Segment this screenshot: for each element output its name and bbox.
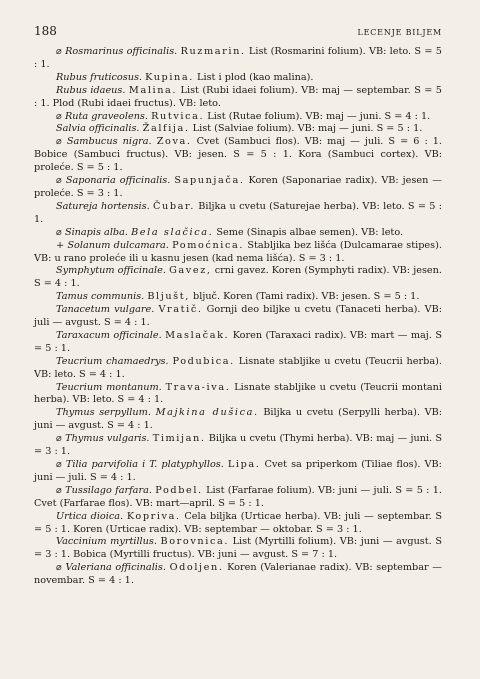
common-name: Borovnica.	[160, 536, 230, 548]
common-name: Timijan.	[152, 433, 206, 445]
plant-entries	[34, 46, 442, 588]
entry-detail: Cela biljka (Urticae herba). VB: juli — septembar. S = 5 : 1. Koren (Urticae radix). VB: septembar — oktobar. S = 3 : 1.	[34, 510, 443, 535]
latin-name: Rubus idaeus.	[56, 84, 126, 96]
common-name: Maslačak.	[165, 329, 230, 341]
plant-entry	[34, 227, 442, 240]
latin-name: Teucrium montanum.	[56, 381, 162, 393]
entry-symbol: ⌀	[56, 484, 62, 496]
entry-detail: List (Farfarae folium). VB: juni — juli. S = 5 : 1. Cvet (Farfarae flos). VB: mart—april. S = 5 : 1.	[34, 484, 442, 509]
latin-name: Tilia parvifolia i T. platyphyllos.	[65, 459, 224, 470]
plant-entry	[34, 562, 442, 588]
entry-detail: List (Rosmarini folium). VB: leto. S = 5 : 1.	[34, 46, 442, 70]
entry-detail: List (Myrtilli folium). VB: juni — avgust. S = 3 : 1. Bobica (Myrtilli fructus). VB: juni — avgust. S = 7 : 1.	[34, 536, 442, 561]
entry-detail: List (Salviae folium). VB: maj — juni. S = 5 : 1.	[192, 123, 423, 135]
plant-entry	[34, 123, 442, 136]
latin-name: Rubus fruticosus.	[56, 71, 142, 83]
entry-detail: crni gavez. Koren (Symphyti radix). VB: jesen. S = 4 : 1.	[34, 265, 442, 290]
latin-name: Salvia officinalis.	[56, 123, 140, 135]
latin-name: Taraxacum officinale.	[56, 329, 162, 341]
plant-entry	[34, 111, 442, 124]
entry-detail: Koren (Valerianae radix). VB: septembar — novembar. S = 4 : 1.	[34, 562, 442, 587]
common-name: Podubica.	[172, 355, 235, 367]
latin-name: Sinapis alba.	[64, 226, 128, 238]
entry-detail: Seme (Sinapis albae semen). VB: leto.	[216, 226, 404, 238]
entry-detail: Cvet (Sambuci flos). VB: maj — juli. S = 6 : 1. Bobice (Sambuci fructus). VB: jesen. S = 5 : 1. Kora (Sambuci cortex). VB: proleće. S = 5 : 1.	[34, 136, 442, 174]
common-name: Sapunjača.	[174, 175, 245, 187]
entry-detail: List (Rubi idaei folium). VB: maj — septembar. S = 5 : 1. Plod (Rubi idaei fructus). VB: leto.	[34, 84, 442, 109]
entry-detail: Stabljika bez lišća (Dulcamarae stipes). VB: u rano proleće ili u kasnu jesen (kad nema lišća). S = 3 : 1.	[34, 239, 442, 264]
common-name: Lipa.	[227, 459, 261, 470]
common-name: Vratič.	[158, 304, 203, 316]
entry-symbol: +	[56, 239, 65, 251]
plant-entry	[34, 85, 442, 111]
common-name: Čubar.	[153, 200, 195, 212]
plant-entry	[34, 433, 442, 459]
plant-entry	[34, 407, 442, 433]
latin-name: Vaccinium myrtillus.	[56, 536, 157, 548]
latin-name: Ruta graveolens.	[64, 110, 148, 122]
latin-name: Tanacetum vulgare.	[56, 304, 155, 316]
plant-entry	[34, 382, 442, 408]
common-name: Kopriva.	[126, 510, 181, 522]
entry-symbol: ⌀	[56, 226, 62, 238]
entry-detail: Cvet sa priperkom (Tiliae flos). VB: juni — juli. S = 4 : 1.	[34, 459, 442, 483]
common-name: Rutvica.	[151, 110, 205, 122]
entry-detail: bljuč. Koren (Tami radix). VB: jesen. S = 5 : 1.	[193, 291, 420, 303]
plant-entry	[34, 240, 442, 266]
page-number: 188	[34, 24, 57, 38]
latin-name: Rosmarinus officinalis.	[65, 46, 178, 57]
entry-detail: Biljka u cvetu (Saturejae herba). VB: leto. S = 5 : 1.	[34, 200, 442, 225]
common-name: Ruzmarin.	[180, 46, 246, 57]
entry-detail: Lisnate stabljike u cvetu (Teucrii herba). VB: leto. S = 4 : 1.	[34, 355, 442, 380]
plant-entry	[34, 291, 442, 304]
plant-entry	[34, 330, 442, 356]
latin-name: Tamus communis.	[56, 291, 145, 303]
common-name: Bela slačica.	[131, 226, 214, 238]
entry-symbol: ⌀	[56, 46, 62, 57]
latin-name: Tussilago farfara.	[65, 484, 152, 496]
common-name: Malina.	[128, 84, 178, 96]
entry-symbol: ⌀	[56, 562, 62, 574]
entry-detail: Lisnate stabljike u cvetu (Teucrii montani herba). VB: leto. S = 4 : 1.	[34, 381, 442, 406]
common-name: Kupina.	[145, 71, 194, 83]
entry-symbol: ⌀	[56, 175, 62, 187]
entry-detail: Koren (Saponariae radix). VB: jesen — proleće. S = 3 : 1.	[34, 175, 442, 199]
plant-entry	[34, 356, 442, 382]
common-name: Odoljen.	[169, 562, 224, 574]
plant-entry	[34, 511, 442, 537]
common-name: Žalfija.	[142, 123, 190, 135]
entry-detail: Biljka u cvetu (Thymi herba). VB: maj — juni. S = 3 : 1.	[34, 433, 443, 458]
latin-name: Sambucus nigra.	[66, 136, 152, 148]
latin-name: Thymus vulgaris.	[65, 433, 150, 445]
entry-symbol: ⌀	[56, 433, 62, 445]
latin-name: Saponaria officinalis.	[65, 175, 171, 187]
latin-name: Thymus serpyllum.	[56, 407, 151, 419]
common-name: Zova.	[156, 136, 192, 148]
latin-name: Urtica dioica.	[56, 510, 124, 522]
plant-entry	[34, 136, 442, 175]
plant-entry	[34, 175, 442, 201]
latin-name: Valeriana officinalis.	[65, 562, 166, 574]
entry-detail: Biljka u cvetu (Serpylli herba). VB: juni — avgust. S = 4 : 1.	[34, 407, 442, 432]
plant-entry	[34, 304, 442, 330]
common-name: Trava-iva.	[165, 381, 231, 393]
latin-name: Solanum dulcamara.	[67, 239, 169, 251]
common-name: Majkina dušica.	[155, 407, 259, 419]
entry-symbol: ⌀	[56, 459, 62, 470]
common-name: Podbel.	[155, 484, 203, 496]
latin-name: Satureja hortensis.	[56, 200, 150, 212]
plant-entry	[34, 265, 442, 291]
latin-name: Teucrium chamaedrys.	[56, 355, 169, 367]
entry-detail: Gornji deo biljke u cvetu (Tanaceti herba). VB: juli — avgust. S = 4 : 1.	[34, 304, 442, 329]
plant-entry	[34, 201, 442, 227]
common-name: Gavez,	[169, 265, 212, 277]
plant-entry	[34, 72, 442, 85]
plant-entry	[34, 46, 442, 72]
latin-name: Symphytum officinale.	[56, 265, 166, 277]
entry-detail: Koren (Taraxaci radix). VB: mart — maj. S = 5 : 1.	[34, 329, 442, 354]
plant-entry	[34, 485, 442, 511]
running-head: LECENJE BILJEM	[357, 28, 442, 37]
common-name: Bljušt,	[147, 291, 190, 303]
common-name: Pomoćnica.	[172, 239, 245, 251]
entry-detail: List i plod (kao malina).	[197, 71, 314, 83]
entry-symbol: ⌀	[56, 136, 62, 148]
entry-symbol: ⌀	[56, 110, 62, 122]
plant-entry	[34, 536, 442, 562]
plant-entry	[34, 459, 442, 485]
page-header	[34, 24, 442, 38]
entry-detail: List (Rutae folium). VB: maj — juni. S = 4 : 1.	[207, 110, 431, 122]
